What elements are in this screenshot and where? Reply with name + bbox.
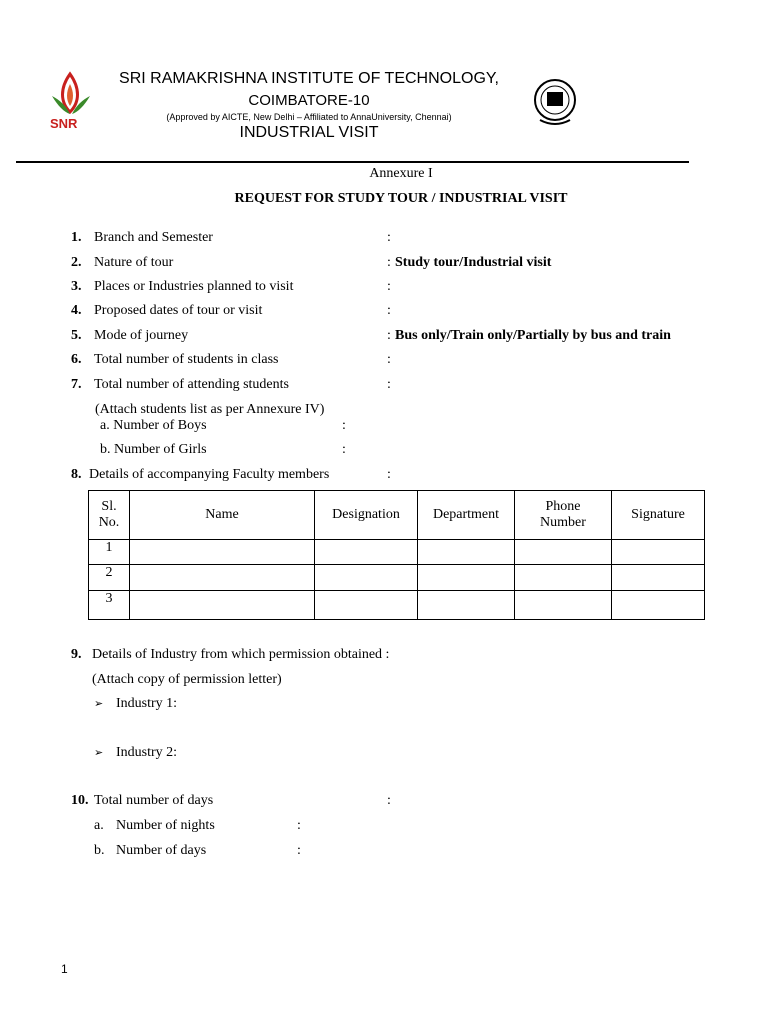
colon: : <box>297 843 301 858</box>
designation-header: Designation <box>315 491 418 540</box>
colon: : <box>387 328 391 343</box>
number-of-boys-label: a. Number of Boys <box>100 418 207 433</box>
signature-cell <box>612 565 705 591</box>
table-row <box>89 565 705 591</box>
colon: : <box>342 418 346 433</box>
item-number: 7. <box>71 377 82 392</box>
signature-header: Signature <box>612 491 705 540</box>
signature-cell <box>612 591 705 620</box>
table-row <box>89 540 705 565</box>
header-subtitle: INDUSTRIAL VISIT <box>239 124 379 141</box>
sl-no-cell: 3 <box>89 591 130 620</box>
designation-cell <box>315 565 418 591</box>
sub-item-letter: a. <box>94 818 104 833</box>
item-number: 3. <box>71 279 82 294</box>
name-header: Name <box>130 491 315 540</box>
name-cell <box>130 591 315 620</box>
phone-number-cell <box>515 565 612 591</box>
designation-cell <box>315 591 418 620</box>
department-header: Department <box>418 491 515 540</box>
item-number: 8. <box>71 467 82 482</box>
item-label: Nature of tour <box>94 255 174 270</box>
item-number: 10. <box>71 793 89 808</box>
industry-2-label: Industry 2: <box>116 745 178 760</box>
header-divider <box>16 161 689 163</box>
item-label: Total number of days <box>94 793 214 808</box>
colon: : <box>387 467 391 482</box>
faculty-table-header <box>89 491 705 540</box>
item-label: Places or Industries planned to visit <box>94 279 294 294</box>
designation-cell <box>315 540 418 565</box>
item-value: Bus only/Train only/Partially by bus and train <box>395 328 671 343</box>
item-number: 5. <box>71 328 82 343</box>
item-number: 6. <box>71 352 82 367</box>
signature-cell <box>612 540 705 565</box>
bullet-arrow-icon: ➢ <box>94 697 104 710</box>
item-label: Total number of attending students <box>94 377 289 392</box>
colon: : <box>387 279 391 294</box>
sl-no-cell: 1 <box>89 540 130 565</box>
emblem-logo <box>530 76 580 130</box>
sub-item-letter: b. <box>94 843 105 858</box>
page-number: 1 <box>61 962 68 976</box>
item-number: 2. <box>71 255 82 270</box>
institute-city: COIMBATORE-10 <box>248 92 370 109</box>
item-label: Details of Industry from which permission obtained : <box>92 647 390 662</box>
number-of-girls-label: b. Number of Girls <box>100 442 207 457</box>
item-number: 4. <box>71 303 82 318</box>
department-cell <box>418 565 515 591</box>
form-title: REQUEST FOR STUDY TOUR / INDUSTRIAL VISIT <box>234 191 568 206</box>
item-number: 1. <box>71 230 82 245</box>
colon: : <box>387 793 391 808</box>
name-cell <box>130 540 315 565</box>
item-value: Study tour/Industrial visit <box>395 255 552 270</box>
number-of-days-label: Number of days <box>116 843 207 858</box>
annexure-label: Annexure I <box>369 166 433 181</box>
colon: : <box>387 255 391 270</box>
sl-no-header: Sl. No. <box>89 491 130 540</box>
item-label: Branch and Semester <box>94 230 213 245</box>
phone-number-cell <box>515 591 612 620</box>
colon: : <box>387 352 391 367</box>
item-label: Mode of journey <box>94 328 189 343</box>
table-row <box>89 591 705 620</box>
name-cell <box>130 565 315 591</box>
colon: : <box>387 377 391 392</box>
bullet-arrow-icon: ➢ <box>94 746 104 759</box>
department-cell <box>418 540 515 565</box>
colon: : <box>387 230 391 245</box>
item-label: Total number of students in class <box>94 352 279 367</box>
students-list-note: (Attach students list as per Annexure IV) <box>95 402 325 417</box>
sl-no-cell: 2 <box>89 565 130 591</box>
permission-letter-note: (Attach copy of permission letter) <box>92 672 282 687</box>
item-label: Details of accompanying Faculty members <box>89 467 330 482</box>
institute-name: SRI RAMAKRISHNA INSTITUTE OF TECHNOLOGY, <box>119 70 499 87</box>
phone-number-header: Phone Number <box>515 491 612 540</box>
faculty-table <box>88 490 705 620</box>
approval-note: (Approved by AICTE, New Delhi – Affiliated to AnnaUniversity, Chennai) <box>166 112 452 122</box>
colon: : <box>297 818 301 833</box>
industry-1-label: Industry 1: <box>116 696 178 711</box>
number-of-nights-label: Number of nights <box>116 818 215 833</box>
colon: : <box>387 303 391 318</box>
logo-left-text: SNR <box>50 116 78 131</box>
phone-number-cell <box>515 540 612 565</box>
colon: : <box>342 442 346 457</box>
department-cell <box>418 591 515 620</box>
item-label: Proposed dates of tour or visit <box>94 303 263 318</box>
item-number: 9. <box>71 647 82 662</box>
